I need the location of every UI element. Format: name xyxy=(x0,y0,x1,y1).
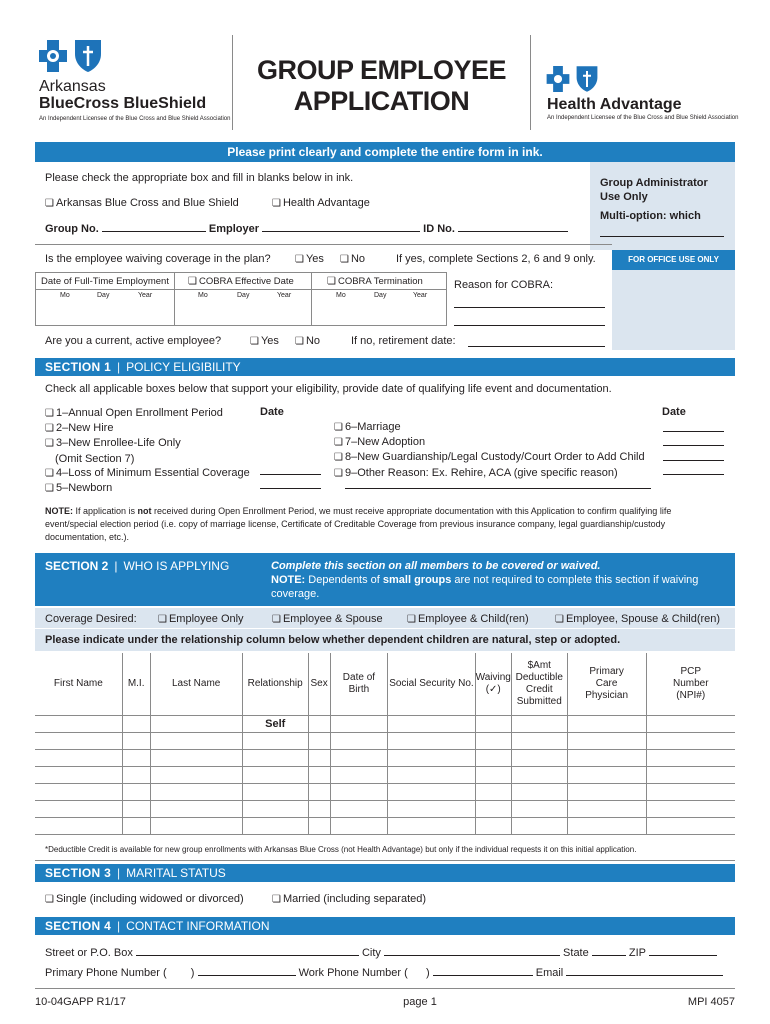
mpi-number: MPI 4057 xyxy=(687,996,735,1008)
mo-2: Mo xyxy=(198,292,208,299)
table-row[interactable] xyxy=(35,732,735,749)
ha-cross-icon xyxy=(545,64,571,94)
section-separator: | xyxy=(117,866,121,880)
primary-phone-label: Primary Phone Number ( xyxy=(45,967,167,979)
table-row[interactable] xyxy=(35,749,735,766)
event-1[interactable] xyxy=(45,406,250,421)
marital-married-label: Married (including separated) xyxy=(282,893,427,905)
date-box-divider-1 xyxy=(174,272,175,326)
checkbox-icon[interactable]: ❏ xyxy=(188,276,197,287)
street-field[interactable] xyxy=(136,955,359,956)
section1-date-right: Date xyxy=(662,406,686,418)
section2-num: SECTION 2 xyxy=(45,559,109,573)
event-9[interactable] xyxy=(334,466,645,481)
note-not: not xyxy=(137,506,152,516)
section2-complete: Complete this section on all members to be covered or waived. xyxy=(271,560,601,572)
checkbox-icon[interactable]: ❏ xyxy=(334,422,343,433)
group-row xyxy=(45,223,568,235)
col-sex: Sex xyxy=(308,653,330,715)
city-label: City xyxy=(361,947,381,959)
opt-abcbs[interactable] xyxy=(45,197,239,209)
marital-single-label: Single (including widowed or divorced) xyxy=(55,893,244,905)
marital-single[interactable] xyxy=(45,893,244,905)
event-3[interactable] xyxy=(45,436,250,451)
col-deductible: $Amt Deductible Credit Submitted xyxy=(511,653,567,715)
event-3-label: 3–New Enrollee-Life Only xyxy=(55,437,181,450)
primary-phone-close: ) xyxy=(190,967,195,979)
reason-cobra-field-2[interactable] xyxy=(454,325,605,326)
reason-cobra-label: Reason for COBRA: xyxy=(454,279,554,291)
waiving-note: If yes, complete Sections 2, 6 and 9 only. xyxy=(396,253,596,265)
section1-instruction: Check all applicable boxes below that support your eligibility, provide date of qualifying life event and documentation. xyxy=(45,383,612,395)
primary-phone-field[interactable] xyxy=(198,975,296,976)
health-advantage-logo xyxy=(543,62,738,126)
section1-right-list xyxy=(334,420,645,481)
multi-option-field[interactable] xyxy=(600,236,724,237)
col-dob: Date of Birth xyxy=(330,653,388,715)
checkbox-icon[interactable]: ❏ xyxy=(45,467,54,479)
coverage-opt-4[interactable] xyxy=(555,613,720,625)
col-ssn: Social Security No. xyxy=(388,653,475,715)
checkbox-icon[interactable]: ❏ xyxy=(250,336,259,347)
checkbox-icon[interactable]: ❏ xyxy=(334,467,343,479)
cobra-eff-label xyxy=(188,276,294,287)
event-8[interactable] xyxy=(334,450,645,465)
year-2: Year xyxy=(277,292,292,299)
logo-bcbs: BlueCross BlueShield xyxy=(39,95,207,112)
event-4-label: 4–Loss of Minimum Essential Coverage xyxy=(55,466,250,479)
title-line2: APPLICATION xyxy=(293,86,470,116)
group-no-label: Group No. xyxy=(45,223,99,235)
section1-note xyxy=(45,505,725,544)
table-row[interactable] xyxy=(35,783,735,800)
blue-shield-icon xyxy=(73,38,103,74)
checkbox-icon[interactable]: ❏ xyxy=(45,408,54,419)
section3-header xyxy=(35,864,735,882)
active-no-label: No xyxy=(305,335,321,347)
event-5-label: 5–Newborn xyxy=(55,482,113,495)
group-admin-title: Group Administrator Use Only xyxy=(600,177,708,203)
section1-num: SECTION 1 xyxy=(45,360,112,374)
group-no-field[interactable] xyxy=(102,231,206,232)
waiving-question: Is the employee waiving coverage in the plan? xyxy=(45,253,271,265)
mo-3: Mo xyxy=(336,292,346,299)
checkbox-icon[interactable]: ❏ xyxy=(45,894,54,905)
day-1: Day xyxy=(97,292,110,299)
employer-field[interactable] xyxy=(262,231,420,232)
checkbox-icon[interactable]: ❏ xyxy=(334,452,343,464)
ha-name: Health Advantage xyxy=(547,96,682,113)
event-3-note-label: (Omit Section 7) xyxy=(55,452,135,465)
section2-note xyxy=(271,573,726,601)
active-yes-label: Yes xyxy=(260,335,279,347)
section4-num: SECTION 4 xyxy=(45,919,112,933)
coverage-label: Coverage Desired: xyxy=(45,613,137,625)
coverage-opt-1-label: Employee Only xyxy=(168,613,244,625)
section2-note-small: small groups xyxy=(382,574,452,586)
street-label: Street or P.O. Box xyxy=(45,947,133,959)
city-field[interactable] xyxy=(384,955,560,956)
id-no-field[interactable] xyxy=(458,231,568,232)
year-3: Year xyxy=(413,292,428,299)
checkbox-icon[interactable]: ❏ xyxy=(272,894,281,905)
phone-row xyxy=(45,967,723,979)
opt-ha-label: Health Advantage xyxy=(282,197,370,209)
event-9-label: 9–Other Reason: Ex. Rehire, ACA (give specific reason) xyxy=(344,466,618,479)
ha-tagline: An Independent Licensee of the Blue Cross and Blue Shield Association xyxy=(547,115,739,121)
employer-label: Employer xyxy=(208,223,260,235)
footnote-divider xyxy=(35,860,735,861)
section2-instructions xyxy=(271,559,726,601)
year-1: Year xyxy=(138,292,153,299)
logo-tagline: An Independent Licensee of the Blue Cross and Blue Shield Association xyxy=(39,116,231,122)
checkbox-icon[interactable]: ❏ xyxy=(45,423,54,435)
col-pcp: Primary Care Physician xyxy=(567,653,646,715)
table-row[interactable] xyxy=(35,766,735,783)
event-4[interactable] xyxy=(45,466,250,481)
event-1-label: 1–Annual Open Enrollment Period xyxy=(55,407,223,419)
logo-arkansas: Arkansas xyxy=(39,78,106,95)
table-header-row xyxy=(35,653,735,715)
abcbs-logo xyxy=(35,38,235,128)
coverage-opt-1[interactable] xyxy=(158,613,244,625)
event-6-date[interactable] xyxy=(663,431,724,432)
email-field[interactable] xyxy=(566,975,723,976)
work-phone-field[interactable] xyxy=(433,975,533,976)
col-mi: M.I. xyxy=(122,653,150,715)
zip-label: ZIP xyxy=(628,947,646,959)
section1-title: POLICY ELIGIBILITY xyxy=(126,360,241,374)
section4-header xyxy=(35,917,735,935)
event-4-date[interactable] xyxy=(260,474,321,475)
date-label-line xyxy=(35,289,447,290)
page-number: page 1 xyxy=(403,996,437,1008)
col-last-name: Last Name xyxy=(150,653,242,715)
checkbox-icon[interactable]: ❏ xyxy=(272,198,281,209)
table-row[interactable] xyxy=(35,800,735,817)
checkbox-icon[interactable]: ❏ xyxy=(45,198,54,209)
footer-divider xyxy=(35,988,735,989)
waiving-no-label: No xyxy=(350,253,366,265)
section2-note-label: NOTE: xyxy=(271,574,306,586)
event-6-label: 6–Marriage xyxy=(344,421,401,433)
work-phone-close: ) xyxy=(425,967,430,979)
checkbox-icon[interactable]: ❏ xyxy=(340,254,349,265)
note-label: NOTE: xyxy=(45,506,73,516)
event-9-reason[interactable] xyxy=(345,488,651,489)
cobra-eff-text: COBRA Effective Date xyxy=(198,276,294,287)
section1-header xyxy=(35,358,735,376)
section2-note-b: are not required to complete this section if waiving coverage. xyxy=(271,574,699,600)
coverage-opt-4-label: Employee, Spouse & Child(ren) xyxy=(565,613,721,625)
section3-title: MARITAL STATUS xyxy=(126,866,226,880)
note-text-a: If application is xyxy=(73,506,138,516)
coverage-opt-3-label: Employee & Child(ren) xyxy=(417,613,529,625)
cobra-term-text: COBRA Termination xyxy=(337,276,423,287)
waiving-yes[interactable] xyxy=(295,253,324,265)
event-5-date[interactable] xyxy=(260,488,321,489)
section-separator: | xyxy=(117,919,121,933)
work-phone-label: Work Phone Number ( xyxy=(298,967,408,979)
email-label: Email xyxy=(535,967,564,979)
office-use-box xyxy=(612,270,735,350)
retire-field[interactable] xyxy=(468,346,605,347)
section-separator: | xyxy=(117,360,121,374)
checkbox-icon[interactable]: ❏ xyxy=(295,254,304,265)
active-question: Are you a current, active employee? xyxy=(45,335,222,347)
table-row[interactable] xyxy=(35,817,735,834)
intro-divider xyxy=(35,244,612,245)
address-row xyxy=(45,947,717,959)
checkbox-icon[interactable]: ❏ xyxy=(334,437,343,449)
event-7[interactable] xyxy=(334,435,645,450)
section2-label xyxy=(45,559,229,573)
col-waiving: Waiving (✓) xyxy=(475,653,511,715)
retire-label: If no, retirement date: xyxy=(351,335,456,347)
checkbox-icon[interactable]: ❏ xyxy=(295,336,304,347)
active-no[interactable] xyxy=(295,335,320,347)
state-field[interactable] xyxy=(592,955,626,956)
mo-1: Mo xyxy=(60,292,70,299)
title-line1: GROUP EMPLOYEE xyxy=(256,55,507,85)
deductible-footnote: *Deductible Credit is available for new group enrollments with Arkansas Blue Cross (not Health Advantage) but only if the individual requests it on this initial application. xyxy=(45,845,637,854)
event-7-date[interactable] xyxy=(663,445,724,446)
intro-instruction: Please check the appropriate box and fill in blanks below in ink. xyxy=(45,172,354,184)
instruction-banner: Please print clearly and complete the entire form in ink. xyxy=(35,142,735,162)
date-fulltime-label: Date of Full-Time Employment xyxy=(41,276,169,287)
col-npi: PCP Number (NPI#) xyxy=(646,653,735,715)
ha-shield-icon xyxy=(575,64,599,94)
page-title xyxy=(233,55,530,117)
coverage-opt-3[interactable] xyxy=(407,613,529,625)
checkbox-icon[interactable]: ❏ xyxy=(327,276,336,287)
header-divider-right xyxy=(530,35,531,130)
marital-married[interactable] xyxy=(272,893,426,905)
event-7-label: 7–New Adoption xyxy=(344,436,426,449)
waiving-no[interactable] xyxy=(340,253,365,265)
dependents-table xyxy=(35,653,735,835)
date-box-divider-2 xyxy=(311,272,312,326)
section4-title: CONTACT INFORMATION xyxy=(126,919,270,933)
col-first-name: First Name xyxy=(35,653,122,715)
form-id: 10-04GAPP R1/17 xyxy=(35,996,126,1008)
active-yes[interactable] xyxy=(250,335,279,347)
checkbox-icon[interactable]: ❏ xyxy=(555,614,564,625)
section-separator: | xyxy=(114,559,118,573)
self-cell: Self xyxy=(242,715,308,732)
state-label: State xyxy=(563,947,589,959)
day-2: Day xyxy=(237,292,250,299)
reason-cobra-field-1[interactable] xyxy=(454,307,605,308)
opt-abcbs-label: Arkansas Blue Cross and Blue Shield xyxy=(55,197,239,209)
checkbox-icon[interactable]: ❏ xyxy=(45,483,54,495)
office-use-badge: FOR OFFICE USE ONLY xyxy=(612,250,735,270)
event-8-label: 8–New Guardianship/Legal Custody/Court Order to Add Child xyxy=(344,451,645,464)
event-8-date[interactable] xyxy=(663,460,724,461)
cobra-term-label xyxy=(327,276,423,287)
section1-left-list xyxy=(45,406,250,496)
zip-field[interactable] xyxy=(649,955,717,956)
blue-cross-icon xyxy=(37,38,69,74)
event-2-label: 2–New Hire xyxy=(55,422,114,435)
event-6[interactable] xyxy=(334,420,645,435)
multi-option-label: Multi-option: which xyxy=(600,210,701,222)
checkbox-icon[interactable]: ❏ xyxy=(407,614,416,625)
event-5[interactable] xyxy=(45,481,250,496)
id-no-label: ID No. xyxy=(423,223,455,235)
relationship-note: Please indicate under the relationship column below whether dependent children are natural, step or adopted. xyxy=(45,634,621,646)
event-9-date[interactable] xyxy=(663,474,724,475)
coverage-opt-2-label: Employee & Spouse xyxy=(282,613,383,625)
col-relationship: Relationship xyxy=(242,653,308,715)
table-row[interactable] xyxy=(35,715,735,732)
section2-note-a: Dependents of xyxy=(305,574,383,586)
waiving-yes-label: Yes xyxy=(305,253,324,265)
note-text-b: received during Open Enrollment Period, we must receive appropriate documentation with this Application to confirm qualifying life event/special election period (i.e. copy of marriage license, Certificate of Creditable Coverage from previous insurance company, legal guardianship/custody documentation, etc.). xyxy=(45,506,672,542)
coverage-opt-2[interactable] xyxy=(272,613,383,625)
event-2[interactable] xyxy=(45,421,250,436)
section2-title: WHO IS APPLYING xyxy=(123,559,230,573)
checkbox-icon[interactable]: ❏ xyxy=(158,614,167,625)
day-3: Day xyxy=(374,292,387,299)
section1-date-left: Date xyxy=(260,406,284,418)
checkbox-icon[interactable]: ❏ xyxy=(272,614,281,625)
opt-ha[interactable] xyxy=(272,197,370,209)
event-3-note xyxy=(45,452,250,466)
checkbox-icon[interactable]: ❏ xyxy=(45,438,54,450)
section3-num: SECTION 3 xyxy=(45,866,112,880)
